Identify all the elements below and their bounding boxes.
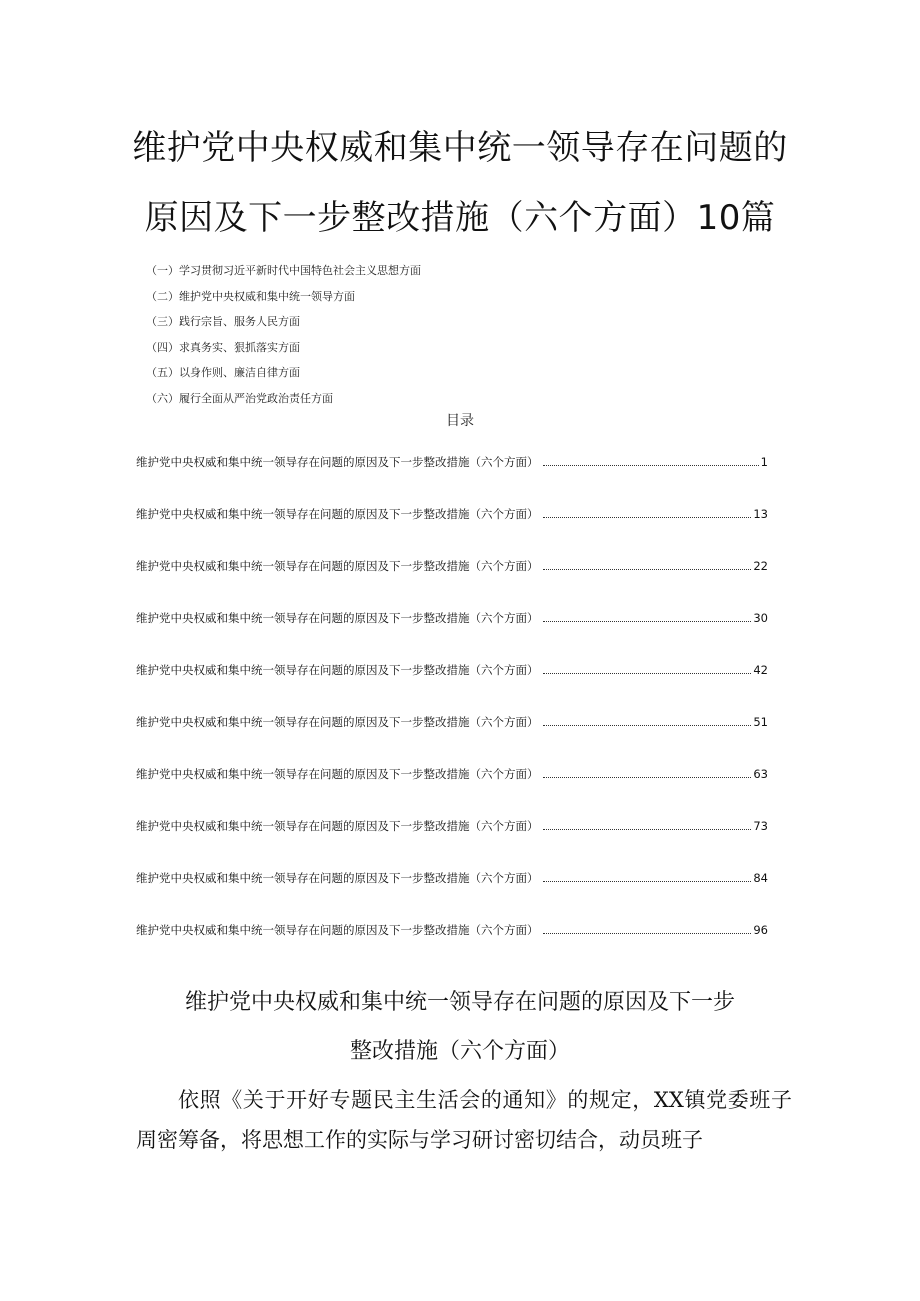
toc-entry-title[interactable]: 维护党中央权威和集中统一领导存在问题的原因及下一步整改措施（六个方面） [136,819,539,833]
toc-entry-title[interactable]: 维护党中央权威和集中统一领导存在问题的原因及下一步整改措施（六个方面） [136,611,539,625]
toc-page-number[interactable]: 30 [753,611,768,625]
toc-page-number[interactable]: 22 [753,559,768,573]
toc-dot-leader [543,713,752,726]
toc-dot-leader [543,921,752,934]
toc-entry-title[interactable]: 维护党中央权威和集中统一领导存在问题的原因及下一步整改措施（六个方面） [136,455,539,469]
body-paragraph: 依照《关于开好专题民主生活会的通知》的规定，XX镇党委班子周密筹备，将思想工作的实际与学习研讨密切结合，动员班子 [136,1088,792,1152]
aspect-item: （五）以身作则、廉洁自律方面 [146,366,300,379]
toc-page-number[interactable]: 1 [760,455,768,469]
toc-dot-leader [543,869,752,882]
toc-page-number[interactable]: 96 [753,923,768,937]
toc-entry-title[interactable]: 维护党中央权威和集中统一领导存在问题的原因及下一步整改措施（六个方面） [136,715,539,729]
toc-page-number[interactable]: 84 [753,871,768,885]
toc-entry-title[interactable]: 维护党中央权威和集中统一领导存在问题的原因及下一步整改措施（六个方面） [136,767,539,781]
toc-page-number[interactable]: 73 [753,819,768,833]
section-title-line-1: 维护党中央权威和集中统一领导存在问题的原因及下一步 [184,990,735,1015]
toc-entry[interactable] [136,713,768,765]
toc-page-number[interactable]: 42 [753,663,768,677]
toc-dot-leader [543,453,759,466]
document-title-line-1: 维护党中央权威和集中统一领导存在问题的 [132,128,788,168]
aspect-item: （四）求真务实、狠抓落实方面 [146,340,300,354]
toc-entry[interactable] [136,661,768,713]
toc-entry[interactable] [136,869,768,921]
aspect-item: （二）维护党中央权威和集中统一领导方面 [146,289,355,303]
section-title-line-2: 整改措施（六个方面） [349,1039,570,1064]
toc-dot-leader [543,661,752,674]
toc-entry[interactable] [136,453,768,505]
toc-dot-leader [543,609,752,622]
toc-entry[interactable] [136,609,768,661]
aspects-list [146,258,746,411]
toc-entry-title[interactable]: 维护党中央权威和集中统一领导存在问题的原因及下一步整改措施（六个方面） [136,923,539,937]
toc-entry[interactable] [136,557,768,609]
toc-dot-leader [543,817,752,830]
toc-entry-title[interactable]: 维护党中央权威和集中统一领导存在问题的原因及下一步整改措施（六个方面） [136,559,539,573]
toc-entry-title[interactable]: 维护党中央权威和集中统一领导存在问题的原因及下一步整改措施（六个方面） [136,871,539,885]
document-title-line-2: 原因及下一步整改措施（六个方面）10篇 [144,198,776,238]
aspect-item: （一）学习贯彻习近平新时代中国特色社会主义思想方面 [146,264,421,277]
toc-dot-leader [543,765,752,778]
toc-heading: 目录 [446,413,474,429]
aspect-item: （三）践行宗旨、服务人民方面 [146,315,300,328]
aspect-item: （六）履行全面从严治党政治责任方面 [146,391,333,405]
toc-entry[interactable] [136,817,768,869]
toc-entry[interactable] [136,921,768,973]
toc-dot-leader [543,505,752,518]
toc-page-number[interactable]: 13 [753,507,768,521]
toc-entry[interactable] [136,505,768,557]
toc-page-number[interactable]: 51 [753,715,768,729]
toc-entry-title[interactable]: 维护党中央权威和集中统一领导存在问题的原因及下一步整改措施（六个方面） [136,507,539,521]
toc-page-number[interactable]: 63 [753,767,768,781]
table-of-contents [136,453,768,973]
toc-dot-leader [543,557,752,570]
toc-entry[interactable] [136,765,768,817]
toc-entry-title[interactable]: 维护党中央权威和集中统一领导存在问题的原因及下一步整改措施（六个方面） [136,663,539,677]
